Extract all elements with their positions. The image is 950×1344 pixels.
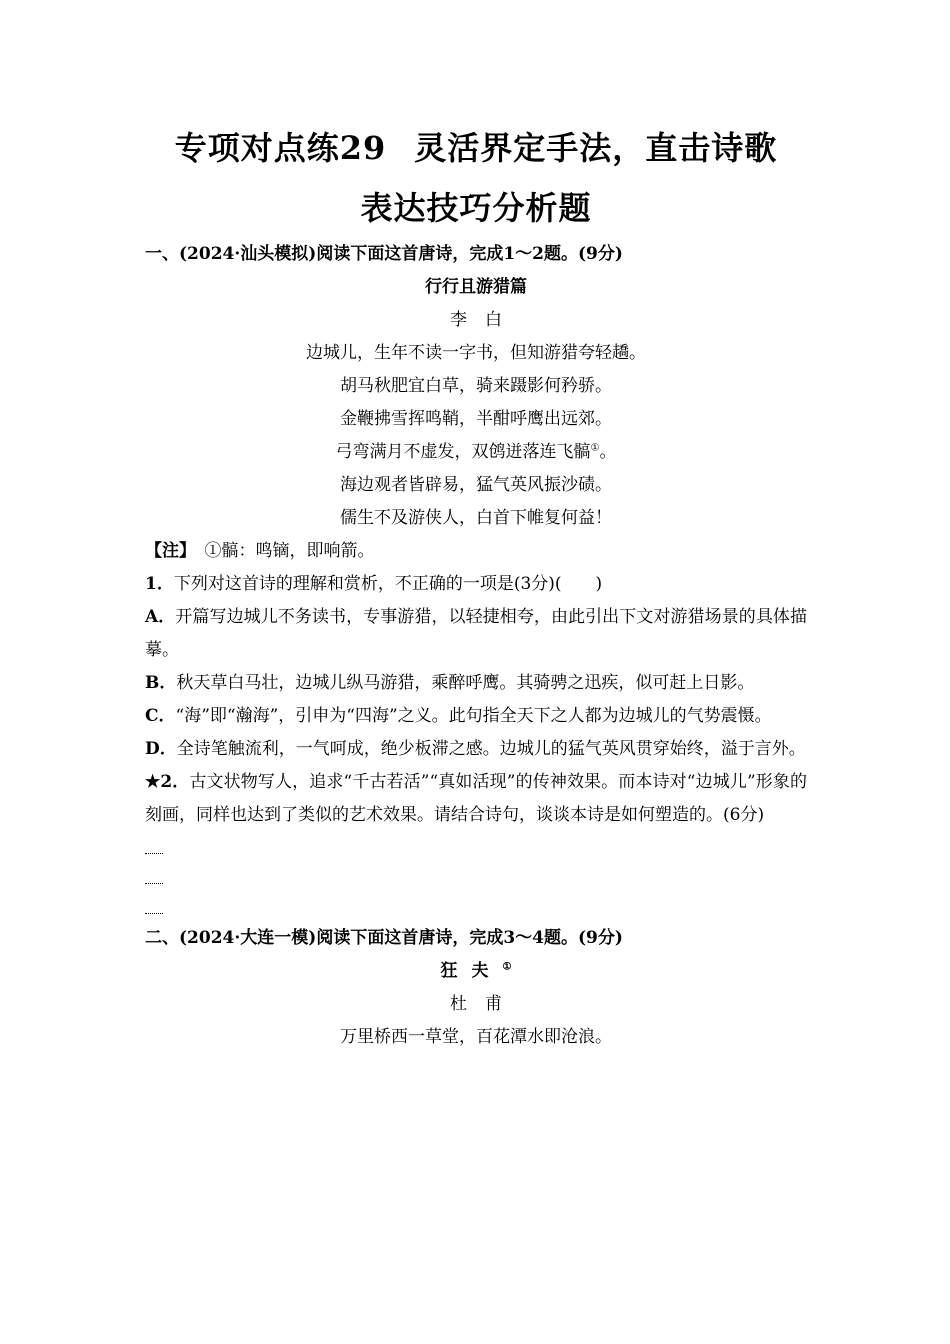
title-part-1: 专项对点练29	[174, 129, 387, 167]
question-1-text: 下列对这首诗的理解和赏析，不正确的一项是(3分)( )	[173, 574, 603, 594]
option-d[interactable]	[145, 733, 807, 766]
poem-1-line-with-note: 弓弯满月不虚发，双鸧迸落连飞髇①。	[335, 442, 617, 462]
poem-1-line: 边城儿，生年不读一字书，但知游猎夸轻趫。	[306, 343, 646, 363]
poem-2-title: 狂夫	[440, 961, 503, 981]
poem-2-author: 杜甫	[450, 994, 520, 1014]
footnote-marker: ①	[590, 442, 600, 454]
option-b[interactable]	[145, 667, 807, 700]
option-text: “海”即“瀚海”，引申为“四海”之义。此句指全天下之人都为边城儿的气势震慑。	[175, 706, 772, 726]
question-1-number: 1．	[145, 574, 174, 594]
annotation-label: 【注】	[145, 541, 188, 561]
annotation	[145, 535, 807, 568]
page-title	[145, 118, 807, 178]
option-label: C．	[145, 706, 176, 726]
poem-2-title-row	[145, 955, 807, 988]
answer-line[interactable]	[145, 862, 807, 892]
option-text: 全诗笔触流利，一气呵成，绝少板滞之感。边城儿的猛气英风贯穿始终，溢于言外。	[176, 739, 806, 759]
page-title-line-2: 表达技巧分析题	[360, 189, 592, 227]
answer-line[interactable]	[145, 832, 807, 862]
option-label: A．	[145, 607, 176, 627]
document-page	[145, 118, 807, 1054]
section-1-heading: 一、(2024·汕头模拟)阅读下面这首唐诗，完成1～2题。(9分)	[145, 244, 623, 264]
poem-1-title: 行行且游猎篇	[425, 277, 527, 297]
option-text: 秋天草白马壮，边城儿纵马游猎，乘醉呼鹰。其骑骋之迅疾，似可赶上日影。	[176, 673, 755, 693]
option-label: D．	[145, 739, 177, 759]
poem-1-line: 儒生不及游侠人，白首下帷复何益！	[340, 508, 612, 528]
question-2-number: ★2．	[145, 772, 190, 792]
poem-2-line: 万里桥西一草堂，百花潭水即沧浪。	[340, 1027, 612, 1047]
poem-1-line: 金鞭拂雪挥鸣鞘，半酣呼鹰出远郊。	[340, 409, 612, 429]
option-text: 开篇写边城儿不务读书，专事游猎，以轻捷相夸，由此引出下文对游猎场景的具体描摹。	[145, 607, 807, 660]
poem-1-line: 海边观者皆辟易，猛气英风振沙碛。	[340, 475, 612, 495]
footnote-marker: ①	[502, 961, 512, 973]
poem-1-author: 李白	[450, 310, 520, 330]
answer-line[interactable]	[145, 892, 807, 922]
annotation-text: ①髇：鸣镝，即响箭。	[204, 541, 375, 561]
question-2	[145, 766, 807, 832]
question-1	[145, 568, 807, 601]
option-a[interactable]	[145, 601, 807, 667]
question-2-text: 古文状物写人，追求“千古若活”“真如活现”的传神效果。而本诗对“边城儿”形象的刻画，同样也达到了类似的艺术效果。请结合诗句，谈谈本诗是如何塑造的。(6分)	[145, 772, 807, 825]
poem-1-line: 胡马秋肥宜白草，骑来蹑影何矜骄。	[340, 376, 612, 396]
poem-1-line-text: 弓弯满月不虚发，双鸧迸落连飞髇	[335, 442, 591, 462]
option-label: B．	[145, 673, 177, 693]
section-2-heading: 二、(2024·大连一模)阅读下面这首唐诗，完成3～4题。(9分)	[145, 928, 623, 948]
option-c[interactable]	[145, 700, 807, 733]
title-part-2: 灵活界定手法，直击诗歌	[414, 129, 778, 167]
